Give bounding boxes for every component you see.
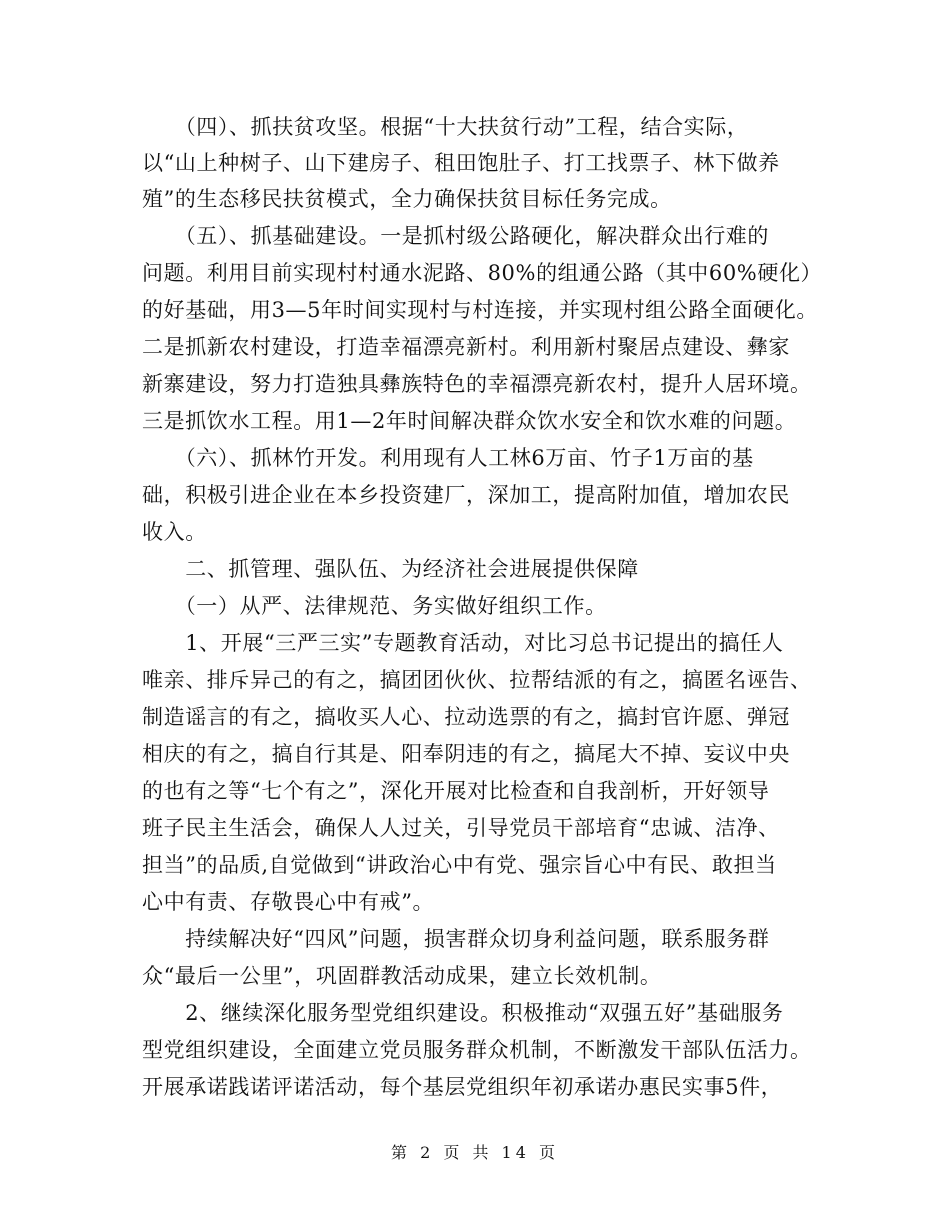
page-number-footer: 第 2 页 共 14 页 xyxy=(391,1143,559,1162)
text-line: 众“最后一公里”，巩固群教活动成果，建立长效机制。 xyxy=(142,964,662,988)
text-line: 新寨建设，努力打造独具彝族特色的幸福漂亮新农村，提升人居环境。 xyxy=(142,372,812,396)
text-line: 以“山上种树子、山下建房子、租田饱肚子、打工找票子、林下做养 xyxy=(142,151,780,175)
text-line: 班子民主生活会，确保人人过关，引导党员干部培育“忠诚、洁净、 xyxy=(142,816,780,840)
text-line: 心中有责、存敬畏心中有戒”。 xyxy=(142,890,435,914)
text-line: 担当”的品质,自觉做到“讲政治心中有党、强宗旨心中有民、敢担当 xyxy=(142,853,777,877)
subsection-heading: （一）从严、法律规范、务实做好组织工作。 xyxy=(142,594,607,618)
text-line: 持续解决好“四风”问题，损害群众切身利益问题，联系服务群 xyxy=(142,927,770,951)
text-line: （六）、抓林竹开发。利用现有人工林6万亩、竹子1万亩的基 xyxy=(142,446,754,470)
text-line: 制造谣言的有之，搞收买人心、拉动选票的有之，搞封官许愿、弹冠 xyxy=(142,705,790,729)
text-line: 收入。 xyxy=(142,520,207,544)
text-line: （五）、抓基础建设。一是抓村级公路硬化，解决群众出行难的 xyxy=(142,224,769,248)
text-line: 问题。利用目前实现村村通水泥路、80%的组通公路（其中60%硬化） xyxy=(142,261,823,285)
text-line: 三是抓饮水工程。用1—2年时间解决群众饮水安全和饮水难的问题。 xyxy=(142,409,797,433)
text-line: 开展承诺践诺评诺活动，每个基层党组织年初承诺办惠民实事5件， xyxy=(142,1075,783,1099)
text-line: 相庆的有之，搞自行其是、阳奉阴违的有之，搞尾大不掉、妄议中央 xyxy=(142,742,790,766)
text-line: 唯亲、排斥异己的有之，搞团团伙伙、拉帮结派的有之，搞匿名诬告、 xyxy=(142,668,812,692)
text-line: 的也有之等“七个有之”，深化开展对比检查和自我剖析，开好领导 xyxy=(142,779,770,803)
text-line: 础，积极引进企业在本乡投资建厂，深加工，提高附加值，增加农民 xyxy=(142,483,790,507)
text-line: 型党组织建设，全面建立党员服务群众机制，不断激发干部队伍活力。 xyxy=(142,1038,812,1062)
text-line: 的好基础，用3—5年时间实现村与村连接，并实现村组公路全面硬化。 xyxy=(142,298,818,322)
text-line: 二是抓新农村建设，打造幸福漂亮新村。利用新村聚居点建设、彝家 xyxy=(142,335,790,359)
text-line: 殖”的生态移民扶贫模式，全力确保扶贫目标任务完成。 xyxy=(142,187,672,211)
section-heading: 二、抓管理、强队伍、为经济社会进展提供保障 xyxy=(142,557,639,581)
text-line: 2、继续深化服务型党组织建设。积极推动“双强五好”基础服务 xyxy=(142,1001,784,1025)
text-line: （四）、抓扶贫攻坚。根据“十大扶贫行动”工程，结合实际， xyxy=(142,115,749,139)
text-line: 1、开展“三严三实”专题教育活动，对比习总书记提出的搞任人 xyxy=(142,631,784,655)
